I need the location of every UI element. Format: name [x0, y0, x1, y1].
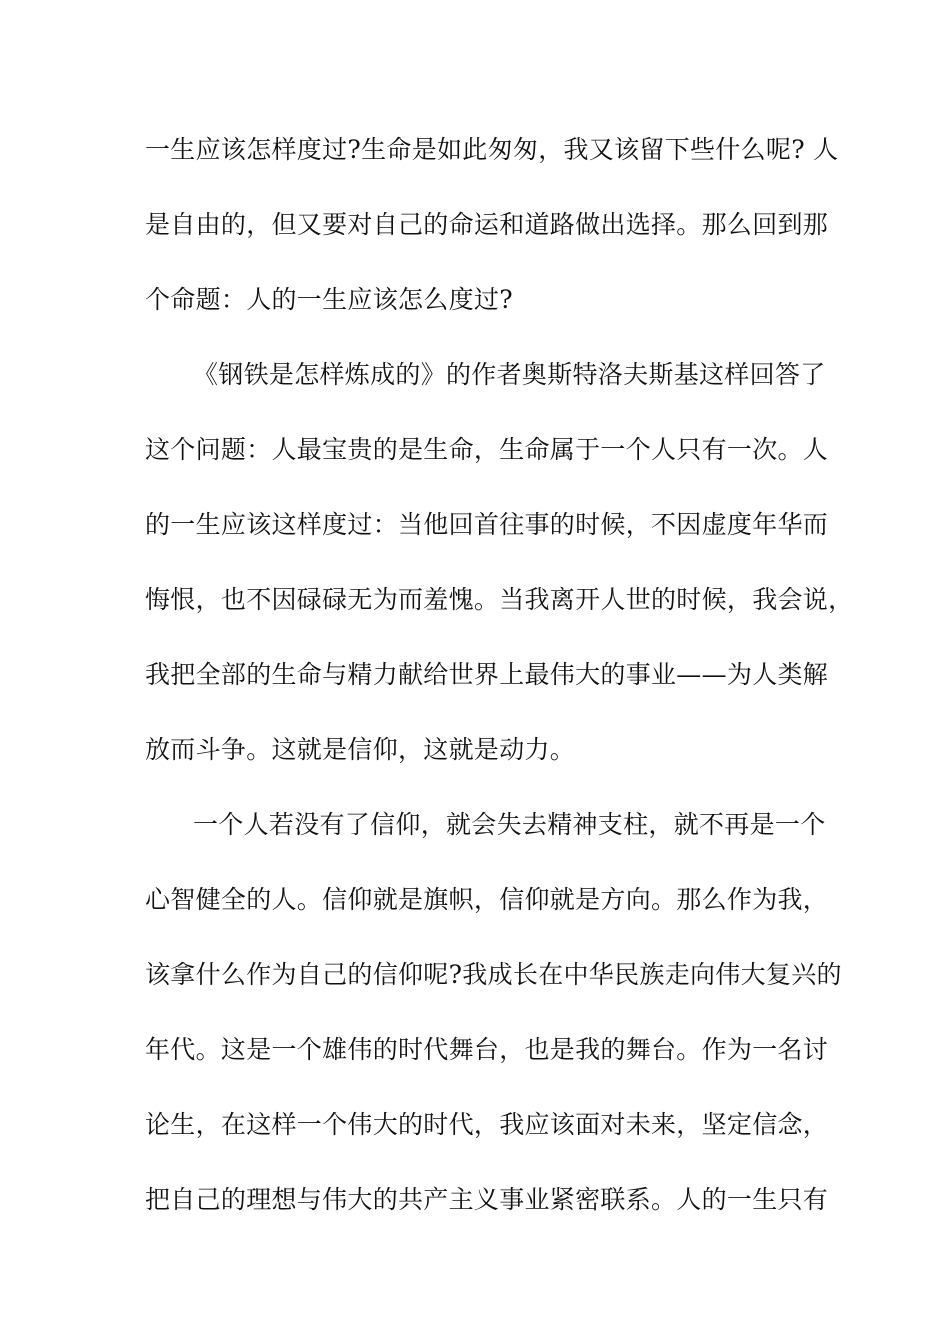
paragraph-line: 该拿什么作为自己的信仰呢?我成长在中华民族走向伟大复兴的 — [145, 960, 842, 989]
paragraph-line: 这个问题：人最宝贵的是生命，生命属于一个人只有一次。人 — [145, 435, 829, 464]
paragraph-line: 的一生应该这样度过：当他回首往事的时候，不因虚度年华而 — [145, 510, 829, 539]
paragraph-line: 个命题：人的一生应该怎么度过? — [145, 285, 513, 314]
paragraph-line: 一生应该怎样度过?生命是如此匆匆，我又该留下些什么呢? 人 — [145, 135, 839, 164]
paragraph-line: 悔恨，也不因碌碌无为而羞愧。当我离开人世的时候，我会说， — [145, 585, 854, 614]
paragraph-line: 把自己的理想与伟大的共产主义事业紧密联系。人的一生只有 — [145, 1185, 829, 1214]
paragraph-line: 我把全部的生命与精力献给世界上最伟大的事业——为人类解 — [145, 660, 829, 689]
paragraph-line: 放而斗争。这就是信仰，这就是动力。 — [145, 735, 576, 764]
paragraph-line: 论生，在这样一个伟大的时代，我应该面对未来，坚定信念， — [145, 1110, 829, 1139]
paragraph-line: 《钢铁是怎样炼成的》的作者奥斯特洛夫斯基这样回答了 — [193, 360, 826, 389]
paragraph-line: 一个人若没有了信仰，就会失去精神支柱，就不再是一个 — [193, 810, 826, 839]
paragraph-line: 心智健全的人。信仰就是旗帜，信仰就是方向。那么作为我， — [145, 885, 829, 914]
paragraph-line: 年代。这是一个雄伟的时代舞台，也是我的舞台。作为一名讨 — [145, 1035, 829, 1064]
paragraph-line: 是自由的，但又要对自己的命运和道路做出选择。那么回到那 — [145, 210, 829, 239]
